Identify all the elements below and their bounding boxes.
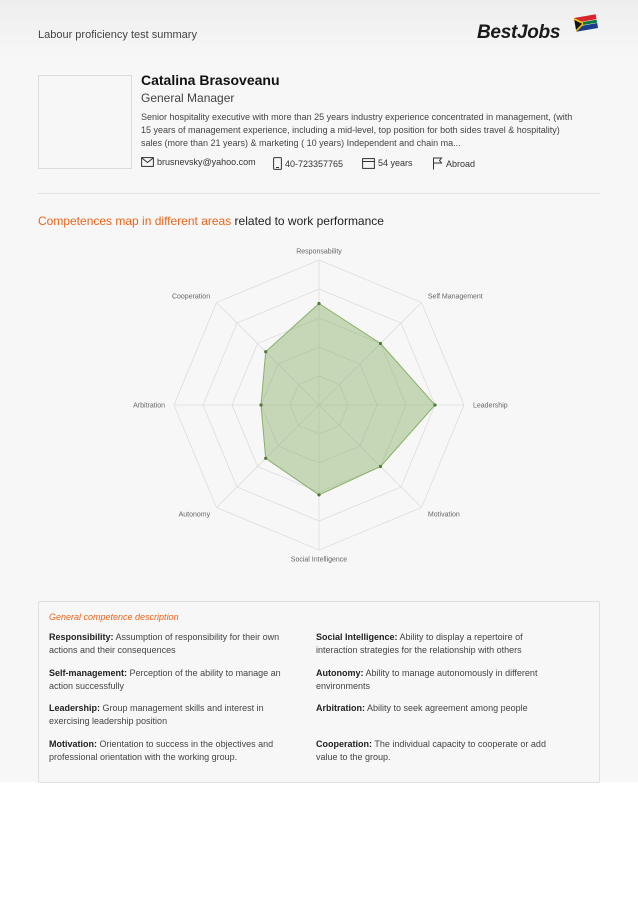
brand-name: BestJobs [477,22,561,43]
phone-text: 40-723357765 [285,158,344,169]
data-point-0 [317,302,320,305]
description-item-social-intelligence: Social Intelligence: Ability to display a repertoire of interaction strategies for the relationship with others [316,632,523,655]
description-item-autonomy: Autonomy: Ability to manage autonomously in different environments [316,668,538,691]
profile-photo [38,75,132,169]
calendar-icon [362,157,375,169]
axis-label-1: Self Management [427,293,483,301]
section-title [38,214,384,228]
description-title: General competence description [49,612,179,622]
candidate-name: Catalina Brasoveanu [141,72,280,88]
document-title: Labour proficiency test summary [38,29,197,41]
phone-contact[interactable] [273,157,343,170]
description-item-responsibility: Responsibility: Assumption of responsibility for their own actions and their consequences [49,632,280,655]
description-item-arbitration: Arbitration: Ability to seek agreement among people [316,703,528,713]
envelope-icon [141,157,154,167]
description-item-cooperation: Cooperation: The individual capacity to cooperate or add value to the group. [316,739,546,762]
axis-label-5: Autonomy [178,511,211,519]
age-text: 54 years [378,158,413,168]
axis-label-3: Motivation [427,511,460,519]
axis-label-2: Leadership [473,402,508,410]
candidate-role: General Manager [141,91,235,105]
data-point-4 [317,493,320,496]
competence-description-panel [38,601,600,783]
location-text: Abroad [446,158,476,169]
section-title-accent: Competences map in different areas [38,214,232,228]
section-divider [38,193,600,194]
phone-icon [273,157,282,170]
series-area-0 [261,304,435,495]
axis-label-0: Responsability [296,248,342,256]
data-point-1 [379,342,382,345]
axis-label-4: Social Intelligence [290,556,348,563]
location-info [432,157,475,170]
competence-radar-chart [119,241,519,563]
description-item-leadership: Leadership: Group management skills and interest in exercising leadership position [49,703,264,726]
data-point-3 [379,465,382,468]
section-title-rest: related to work performance [231,214,384,228]
axis-label-6: Arbitration [133,402,165,410]
bestjobs-logo[interactable] [477,11,607,45]
south-africa-flag-icon [574,13,598,33]
candidate-summary: Senior hospitality executive with more than 25 years industry experience concentrated in management, (with 15 years of management experience, including a mid-level, top position for both sides travel & hospitality) sales (more than 21 years) & marketing ( 10 years) Independent and chain ma... [141,112,573,148]
email-text: brusnevsky@yahoo.com [157,157,256,167]
description-item-motivation: Motivation: Orientation to success in the objectives and professional orientation with the working group. [49,739,274,762]
age-info [362,157,413,169]
data-point-7 [264,350,267,353]
data-point-5 [264,457,267,460]
flag-icon [432,157,443,170]
data-point-2 [433,403,436,406]
description-item-self-management: Self-management: Perception of the ability to manage an action successfully [49,668,281,691]
axis-label-7: Cooperation [171,293,211,301]
data-point-6 [259,403,262,406]
email-contact[interactable] [141,157,256,167]
